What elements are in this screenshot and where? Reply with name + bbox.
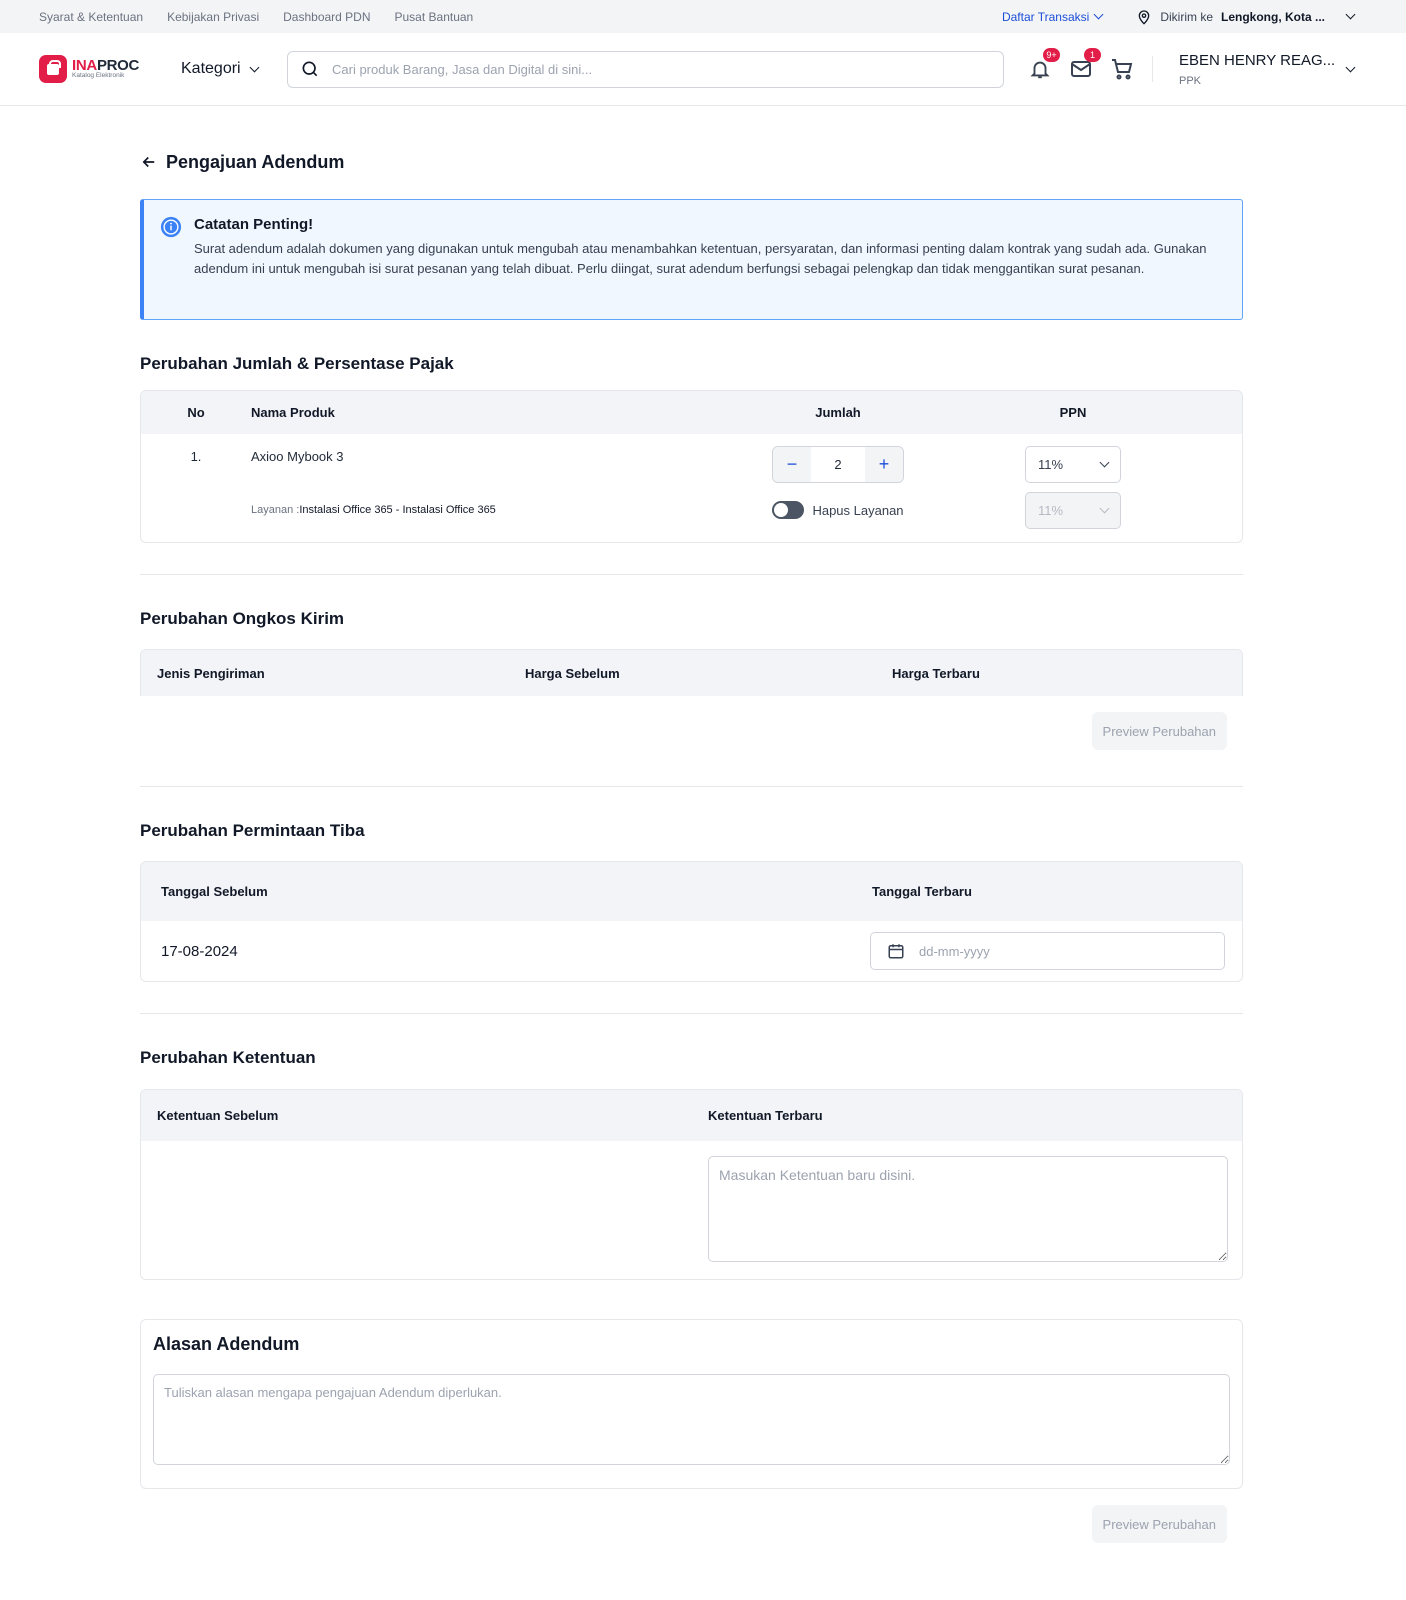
notification-button[interactable] [1028,50,1057,81]
arrival-table-header [141,862,1242,921]
cart-icon [1110,57,1134,81]
shipping-location-selector[interactable] [1136,9,1354,25]
calendar-icon [887,942,905,960]
service-value: Instalasi Office 365 - Instalasi Office 365 [299,504,496,516]
header-shipping-type: Jenis Pengiriman [157,665,265,681]
notice-text: Surat adendum adalah dokumen yang digunakan untuk mengubah atau menambahkan ketentuan, persyaratan, dan informasi penting dalam kontrak yang sudah ada. Gunakan adendum ini untuk mengubah isi surat pesanan yang telah dibuat. Perlu diingat, surat adendum berfungsi sebagai pelengkap dan tidak menggantikan surat pesanan. [194,241,1207,276]
header-terms-before: Ketentuan Sebelum [157,1108,279,1123]
chevron-down-icon [249,62,259,72]
terms-section-title: Perubahan Ketentuan [140,1048,316,1067]
table-row [141,434,1242,480]
shipping-table-header [141,650,1242,696]
logo-text-proc: PROC [96,57,140,75]
main-header [0,33,1406,106]
page-title [140,150,1243,174]
category-label: Kategori [181,60,241,77]
link-dashboard-pdn[interactable]: Dashboard PDN [283,9,371,24]
chevron-down-icon [1100,458,1110,468]
section-divider [140,574,1243,575]
terms-table-header [141,1090,1242,1141]
reason-card [140,1319,1243,1489]
row-number: 1. [190,449,202,464]
link-terms[interactable]: Syarat & Ketentuan [39,9,144,24]
chevron-down-icon [1094,10,1104,20]
header-price-before: Harga Sebelum [525,665,620,681]
header-date-before: Tanggal Sebelum [161,884,268,899]
header-price-after: Harga Terbaru [892,665,980,681]
top-utility-bar [0,0,1406,33]
important-notice [140,199,1243,320]
chevron-down-icon [1346,10,1356,20]
inaproc-logo[interactable] [39,55,161,83]
product-name: Axioo Mybook 3 [251,449,344,464]
service-row [141,480,1242,540]
chevron-down-icon [1100,503,1110,513]
plus-button[interactable]: + [865,447,903,482]
search-icon [300,59,320,79]
shipping-section-title: Perubahan Ongkos Kirim [140,609,345,628]
quantity-value[interactable]: 2 [834,457,842,472]
shipping-table [140,649,1243,696]
preview-changes-button-footer[interactable]: Preview Perubahan [1092,1505,1227,1543]
page-title-text: Pengajuan Adendum [166,151,345,172]
chevron-down-icon [1346,62,1356,72]
date-before-value: 17-08-2024 [161,942,238,960]
info-icon [160,216,182,238]
search-input[interactable] [332,62,991,77]
arrival-table [140,861,1243,982]
section-divider [140,786,1243,787]
top-links [39,10,473,24]
arrow-left-icon[interactable] [140,153,158,171]
section-divider [140,1013,1243,1014]
product-table-header [141,391,1242,434]
header-date-after: Tanggal Terbaru [872,884,972,899]
reason-section-title: Alasan Adendum [153,1334,300,1354]
logo-text-ina: INA [72,57,97,75]
cart-button[interactable] [1110,57,1134,81]
header-product-name: Nama Produk [251,405,335,420]
inbox-button[interactable] [1069,50,1095,81]
header-ppn: PPN [1059,405,1087,420]
quantity-section-title: Perubahan Jumlah & Persentase Pajak [140,354,454,373]
product-table [140,390,1243,543]
service-ppn-value: 11% [1038,502,1064,518]
user-role: PPK [1179,74,1202,87]
link-help-center[interactable]: Pusat Bantuan [394,9,474,24]
user-name: EBEN HENRY REAG... [1179,51,1336,69]
terms-after-input[interactable] [708,1156,1228,1262]
remove-service-label: Hapus Layanan [812,502,904,518]
ppn-value: 11% [1038,457,1064,472]
header-terms-after: Ketentuan Terbaru [708,1108,823,1123]
ship-label: Dikirim ke [1160,9,1213,24]
preview-changes-button[interactable]: Preview Perubahan [1092,712,1227,750]
category-menu-button[interactable] [181,60,287,78]
notification-badge: 9+ [1043,48,1060,62]
service-label: Layanan : [251,504,300,516]
date-after-input[interactable] [870,932,1225,970]
search-bar [287,51,1004,88]
header-quantity: Jumlah [815,405,861,420]
ship-location: Lengkong, Kota ... [1221,9,1325,24]
date-placeholder: dd-mm-yyyy [919,943,990,959]
header-separator [1152,56,1153,82]
inbox-badge: 1 [1084,48,1101,62]
quantity-stepper [772,446,904,483]
terms-table [140,1089,1243,1280]
location-pin-icon [1136,9,1152,25]
user-menu[interactable] [1179,52,1354,87]
notice-title: Catatan Penting! [194,216,314,233]
ppn-select[interactable] [1025,446,1121,483]
minus-button[interactable]: − [773,447,811,482]
reason-input[interactable] [153,1374,1230,1465]
transactions-label: Daftar Transaksi [1001,9,1090,24]
header-no: No [187,405,205,420]
arrival-section-title: Perubahan Permintaan Tiba [140,821,365,840]
remove-service-toggle[interactable] [772,501,804,519]
logo-subtitle: Katalog Elektronik [72,72,125,80]
shopping-bag-icon [39,55,67,83]
service-ppn-select [1025,492,1121,529]
main-content [140,150,1243,1543]
transactions-dropdown[interactable] [1002,10,1102,24]
link-privacy[interactable]: Kebijakan Privasi [167,9,260,24]
